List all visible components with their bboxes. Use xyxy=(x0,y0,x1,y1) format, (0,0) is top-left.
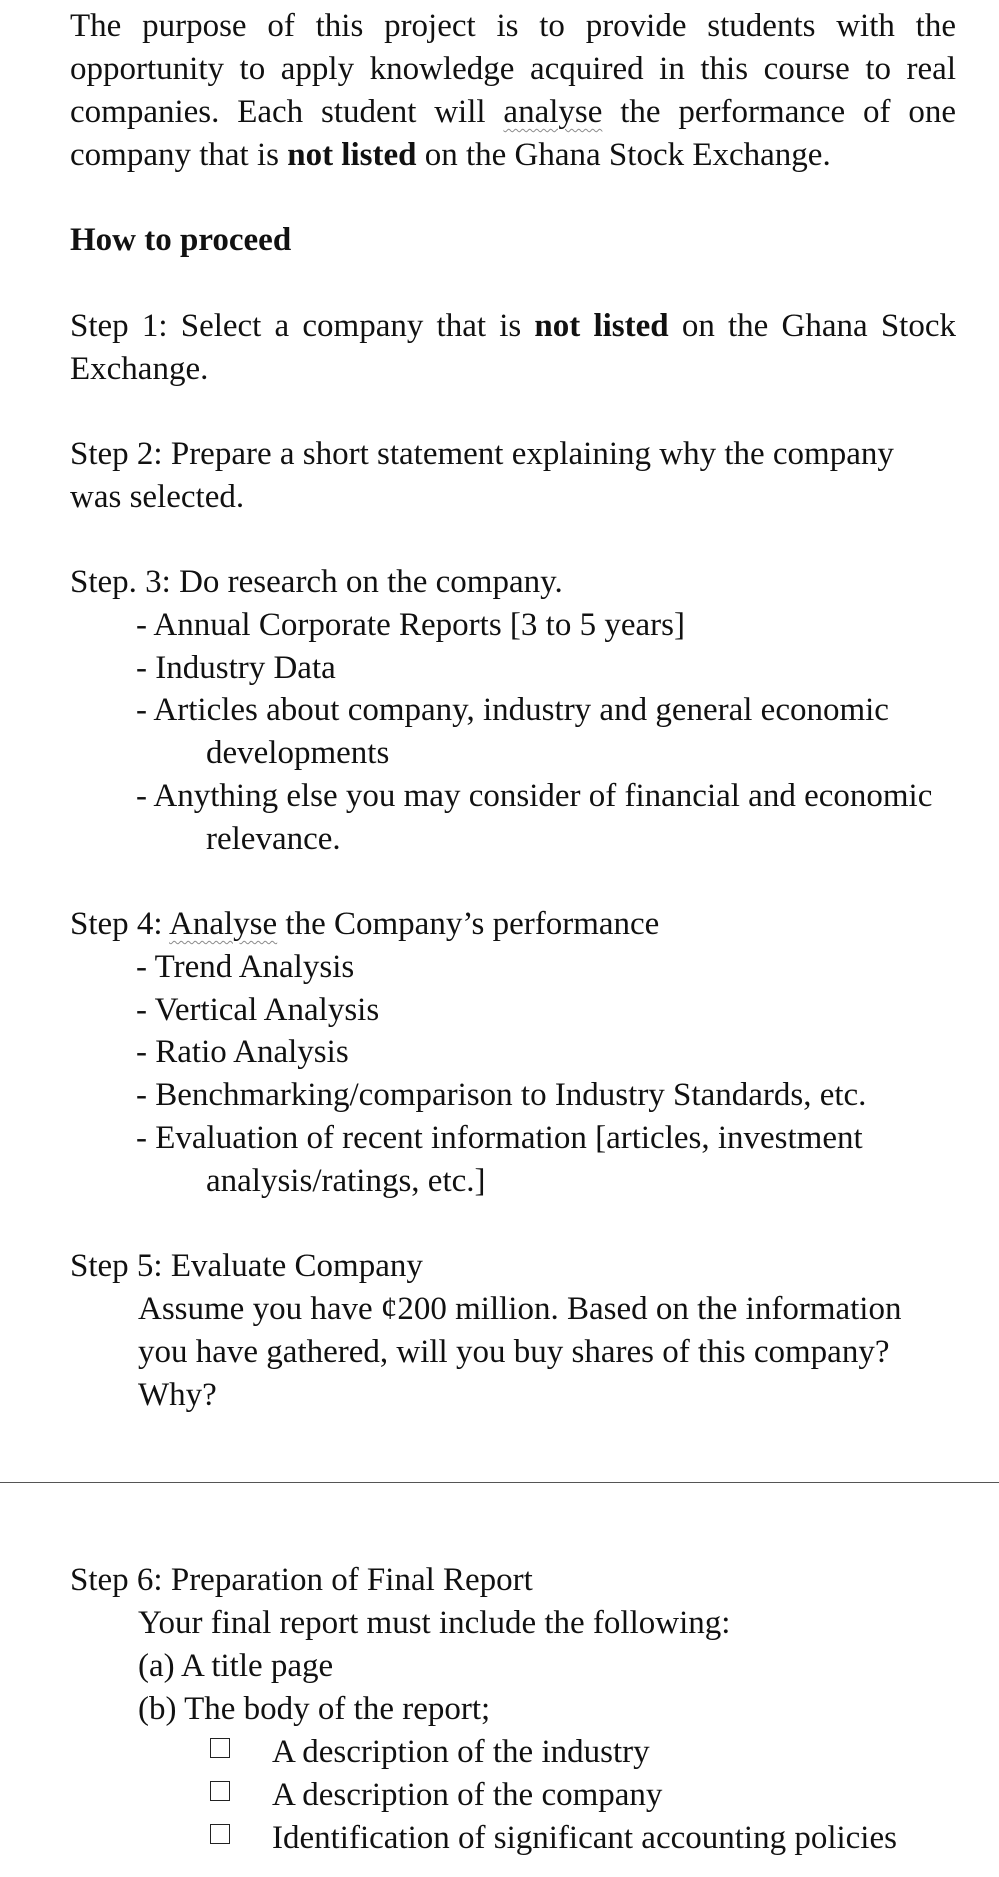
checklist-item: Identification of significant accounting policies xyxy=(272,1820,897,1856)
checkbox-icon xyxy=(210,1738,230,1758)
checklist-item: A description of the industry xyxy=(272,1734,650,1770)
step3-heading: Step. 3: Do research on the company. xyxy=(70,564,563,600)
list-item: - Articles about company, industry and general economic xyxy=(136,692,889,728)
step6-text: Your final report must include the following: xyxy=(138,1605,731,1641)
list-item: - Vertical Analysis xyxy=(136,992,380,1028)
checklist-item: A description of the company xyxy=(272,1777,663,1813)
intro-text: on the Ghana Stock Exchange. xyxy=(416,137,831,173)
emphasis-text: not listed xyxy=(534,308,669,344)
intro-line-2 xyxy=(70,53,956,86)
list-item: - Trend Analysis xyxy=(136,949,355,985)
list-item: - Industry Data xyxy=(136,650,336,686)
emphasis-text: not listed xyxy=(287,137,417,173)
checkbox-icon xyxy=(210,1824,230,1844)
step2-line-1: Step 2: Prepare a short statement explaining why the company xyxy=(70,436,894,472)
list-item: - Benchmarking/comparison to Industry Standards, etc. xyxy=(136,1077,867,1113)
intro-line-3 xyxy=(70,96,956,129)
step1-line-1 xyxy=(70,310,956,343)
step-text: the Company’s performance xyxy=(277,906,660,942)
checkbox-icon xyxy=(210,1781,230,1801)
step2-line-2: was selected. xyxy=(70,479,245,515)
step5-text: Assume you have ¢200 million. Based on the information xyxy=(138,1291,902,1327)
list-item: - Ratio Analysis xyxy=(136,1034,349,1070)
step5-heading: Step 5: Evaluate Company xyxy=(70,1248,423,1284)
list-item: - Evaluation of recent information [articles, investment xyxy=(136,1120,863,1156)
step-text: Step 1: Select a company that is xyxy=(70,308,535,344)
list-item-continuation: relevance. xyxy=(206,821,341,857)
step-text: on the Ghana Stock xyxy=(668,308,956,344)
intro-text: company that is xyxy=(70,137,288,173)
step6-heading: Step 6: Preparation of Final Report xyxy=(70,1562,533,1598)
intro-text: companies. Each student will xyxy=(70,94,504,130)
list-item-continuation: developments xyxy=(206,735,390,771)
section-heading xyxy=(70,224,291,257)
spellcheck-word: Analyse xyxy=(169,906,278,942)
step4-heading xyxy=(70,908,659,941)
step-text: Step 4: xyxy=(70,906,170,942)
step1-line-2: Exchange. xyxy=(70,351,209,387)
intro-text: The purpose of this project is to provide students with the xyxy=(70,8,956,44)
list-item-continuation: analysis/ratings, etc.] xyxy=(206,1163,486,1199)
heading-text: How to proceed xyxy=(70,222,292,258)
step5-text: Why? xyxy=(138,1377,217,1413)
list-item: - Anything else you may consider of financial and economic xyxy=(136,778,933,814)
intro-text: the performance of one xyxy=(602,94,956,130)
intro-text: opportunity to apply knowledge acquired in this course to real xyxy=(70,51,956,87)
step6-text: (b) The body of the report; xyxy=(138,1691,491,1727)
intro-line-1 xyxy=(70,10,956,43)
step5-text: you have gathered, will you buy shares of this company? xyxy=(138,1334,890,1370)
spellcheck-word: analyse xyxy=(503,94,603,130)
page-divider xyxy=(0,1482,999,1483)
list-item: - Annual Corporate Reports [3 to 5 years] xyxy=(136,607,685,643)
intro-line-4 xyxy=(70,139,831,172)
step6-text: (a) A title page xyxy=(138,1648,334,1684)
